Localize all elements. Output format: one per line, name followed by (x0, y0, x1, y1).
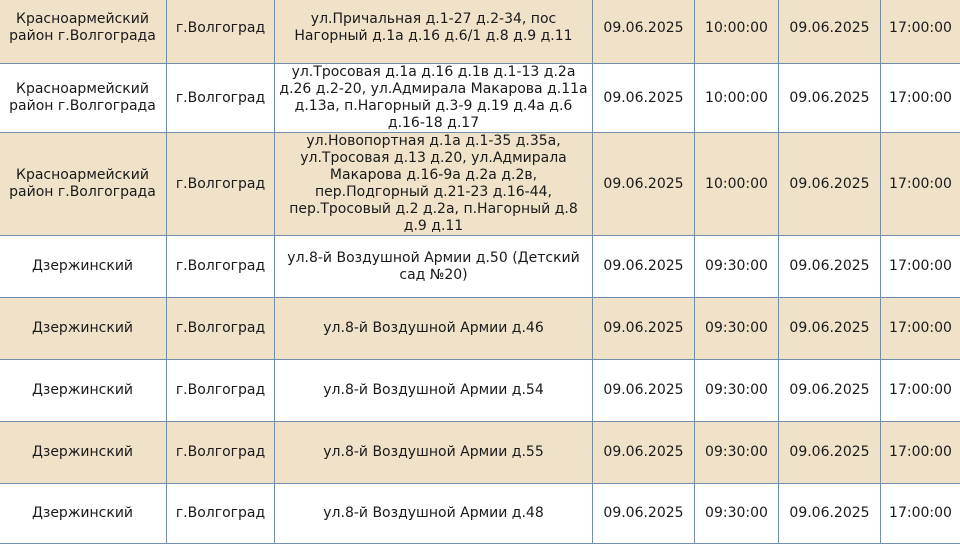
end-date-cell: 09.06.2025 (779, 64, 881, 133)
table-row (0, 298, 960, 360)
start-date-cell: 09.06.2025 (593, 298, 695, 360)
start-time-cell: 09:30:00 (695, 422, 779, 484)
address-cell: ул.8-й Воздушной Армии д.54 (275, 360, 593, 422)
table-row (0, 484, 960, 544)
start-date-cell: 09.06.2025 (593, 360, 695, 422)
start-time-cell: 09:30:00 (695, 360, 779, 422)
address-cell: ул.8-й Воздушной Армии д.50 (Детский сад №20) (275, 236, 593, 298)
city-cell: г.Волгоград (167, 133, 275, 236)
start-date-cell: 09.06.2025 (593, 422, 695, 484)
start-date-cell: 09.06.2025 (593, 236, 695, 298)
end-time-cell: 17:00:00 (881, 422, 960, 484)
district-cell: Дзержинский (0, 236, 167, 298)
start-time-cell: 09:30:00 (695, 236, 779, 298)
table-row (0, 236, 960, 298)
address-cell: ул.Причальная д.1-27 д.2-34, пос Нагорный д.1а д.16 д.6/1 д.8 д.9 д.11 (275, 0, 593, 64)
district-cell: Дзержинский (0, 422, 167, 484)
start-date-cell: 09.06.2025 (593, 0, 695, 64)
end-time-cell: 17:00:00 (881, 484, 960, 544)
city-cell: г.Волгоград (167, 360, 275, 422)
city-cell: г.Волгоград (167, 64, 275, 133)
address-cell: ул.8-й Воздушной Армии д.55 (275, 422, 593, 484)
district-cell: Красноармейский район г.Волгограда (0, 0, 167, 64)
end-time-cell: 17:00:00 (881, 360, 960, 422)
table-row (0, 0, 960, 64)
start-date-cell: 09.06.2025 (593, 484, 695, 544)
table-row (0, 422, 960, 484)
end-time-cell: 17:00:00 (881, 133, 960, 236)
end-date-cell: 09.06.2025 (779, 236, 881, 298)
end-date-cell: 09.06.2025 (779, 133, 881, 236)
address-cell: ул.8-й Воздушной Армии д.46 (275, 298, 593, 360)
city-cell: г.Волгоград (167, 0, 275, 64)
district-cell: Красноармейский район г.Волгограда (0, 133, 167, 236)
end-date-cell: 09.06.2025 (779, 0, 881, 64)
city-cell: г.Волгоград (167, 422, 275, 484)
table-row (0, 133, 960, 236)
end-date-cell: 09.06.2025 (779, 422, 881, 484)
address-cell: ул.8-й Воздушной Армии д.48 (275, 484, 593, 544)
district-cell: Дзержинский (0, 298, 167, 360)
start-time-cell: 10:00:00 (695, 133, 779, 236)
end-date-cell: 09.06.2025 (779, 484, 881, 544)
end-date-cell: 09.06.2025 (779, 298, 881, 360)
address-cell: ул.Новопортная д.1а д.1-35 д.35а, ул.Тросовая д.13 д.20, ул.Адмирала Макарова д.16-9а д.2а д.2в, пер.Подгорный д.21-23 д.16-44, пер.Тросовый д.2 д.2а, п.Нагорный д.8 д.9 д.11 (275, 133, 593, 236)
end-time-cell: 17:00:00 (881, 64, 960, 133)
start-time-cell: 09:30:00 (695, 484, 779, 544)
start-date-cell: 09.06.2025 (593, 64, 695, 133)
address-cell: ул.Тросовая д.1а д.16 д.1в д.1-13 д.2а д.26 д.2-20, ул.Адмирала Макарова д.11а д.13а, п.Нагорный д.3-9 д.19 д.4а д.6 д.16-18 д.17 (275, 64, 593, 133)
table-row (0, 64, 960, 133)
start-time-cell: 10:00:00 (695, 0, 779, 64)
start-time-cell: 10:00:00 (695, 64, 779, 133)
city-cell: г.Волгоград (167, 484, 275, 544)
end-date-cell: 09.06.2025 (779, 360, 881, 422)
district-cell: Красноармейский район г.Волгограда (0, 64, 167, 133)
end-time-cell: 17:00:00 (881, 298, 960, 360)
start-date-cell: 09.06.2025 (593, 133, 695, 236)
start-time-cell: 09:30:00 (695, 298, 779, 360)
district-cell: Дзержинский (0, 484, 167, 544)
end-time-cell: 17:00:00 (881, 236, 960, 298)
city-cell: г.Волгоград (167, 236, 275, 298)
table-row (0, 360, 960, 422)
end-time-cell: 17:00:00 (881, 0, 960, 64)
city-cell: г.Волгоград (167, 298, 275, 360)
district-cell: Дзержинский (0, 360, 167, 422)
